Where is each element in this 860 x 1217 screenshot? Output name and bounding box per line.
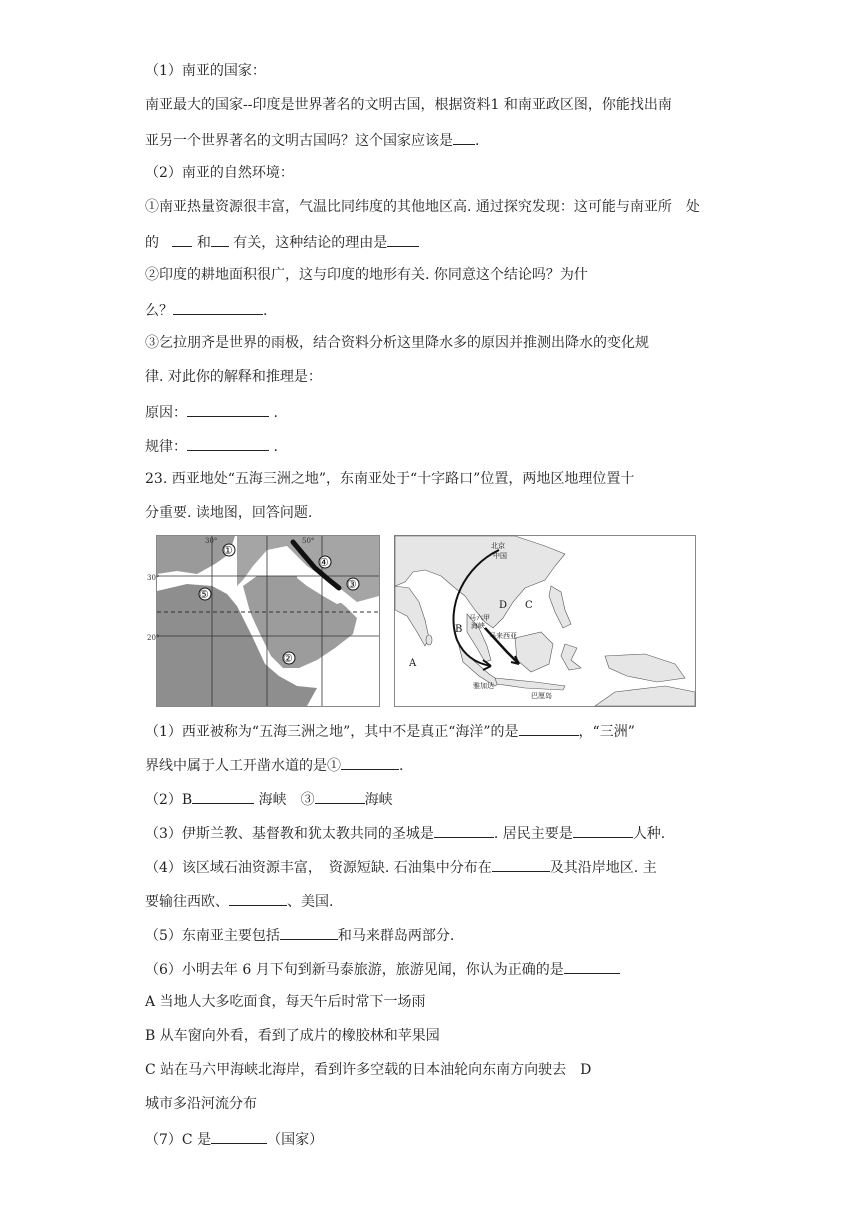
text: （3）伊斯兰教、基督教和犹太教共同的圣城是 (145, 826, 434, 842)
answer-blank[interactable] (519, 721, 579, 736)
q22-part2-q3-line2 (145, 368, 322, 386)
marker-1: ① (223, 544, 233, 557)
text: 人种. (632, 826, 666, 842)
text: 分重要. 读地图，回答问题. (145, 505, 313, 521)
q23-option-c (145, 1061, 591, 1079)
label-malaysia: 马来西亚 (489, 632, 517, 640)
q22-part2-q1-line2 (145, 232, 419, 252)
answer-blank[interactable] (573, 823, 633, 838)
label-china: 中国 (493, 552, 507, 560)
q23-part3 (145, 823, 665, 843)
text: 要输往西欧、 (145, 894, 229, 910)
label-A: A (409, 658, 417, 669)
marker-5: ⑤ (199, 588, 209, 601)
heading-text: （1）南亚的国家： (145, 63, 266, 79)
text: A 当地人大多吃面食，每天午后时常下一场雨 (145, 994, 426, 1010)
q23-part2 (145, 789, 393, 809)
text: ③乞拉朋齐是世界的雨极，结合资料分析这里降水多的原因并推测出降水的变化规 (145, 335, 649, 351)
q23-option-d-line2 (145, 1095, 257, 1113)
text: 界线中属于人工开凿水道的是① (145, 758, 341, 774)
q23-part1-line2 (145, 755, 403, 775)
q23-part7 (145, 1129, 323, 1149)
lon-label-30: 30° (205, 537, 218, 545)
label-B: B (455, 624, 463, 635)
answer-blank[interactable] (173, 300, 263, 315)
answer-blank[interactable] (387, 232, 419, 247)
southeast-asia-map (394, 535, 696, 707)
q23-intro-line2 (145, 504, 312, 522)
lon-label-50: 50° (302, 537, 315, 545)
answer-blank[interactable] (187, 402, 269, 417)
text: . (399, 758, 404, 774)
label-bali: 巴厘岛 (531, 692, 552, 700)
answer-blank[interactable] (280, 925, 338, 940)
label: 规律： (145, 439, 187, 455)
q22-part2-q2-line2 (145, 300, 267, 320)
text: . 居民主要是 (493, 826, 573, 842)
text: . (273, 439, 278, 455)
text: （国家） (267, 1132, 324, 1148)
answer-blank[interactable] (341, 755, 399, 770)
text: . (263, 303, 268, 319)
q23-intro-line1 (145, 470, 634, 488)
text: （7）C 是 (145, 1132, 212, 1148)
text: . (475, 133, 480, 149)
text: 和 (196, 235, 211, 251)
text: 海峡 ③ (258, 792, 315, 808)
text: 和马来群岛两部分. (337, 928, 455, 944)
text: （6）小明去年 6 月下旬到新马泰旅游，旅游见闻，你认为正确的是 (145, 962, 564, 978)
q22-part1-heading (145, 62, 266, 80)
q23-part4-line1 (145, 857, 657, 877)
text: 亚另一个世界著名的文明古国吗？这个国家应该是 (145, 133, 453, 149)
text: （2）B (145, 792, 193, 808)
answer-blank[interactable] (187, 436, 269, 451)
heading-text: （2）南亚的自然环境： (145, 165, 294, 181)
text: （1）西亚被称为“五海三洲之地”，其中不是真正“海洋”的是 (145, 724, 519, 740)
marker-3: ③ (347, 578, 357, 591)
q23-option-a (145, 993, 426, 1011)
answer-blank[interactable] (434, 823, 494, 838)
text: 的 (145, 235, 159, 251)
label-D: D (499, 600, 508, 611)
label-malacca-2: 海峡 (471, 622, 485, 630)
q23-option-b (145, 1027, 440, 1045)
answer-blank[interactable] (192, 789, 254, 804)
west-asia-map (147, 535, 380, 707)
text: ①南亚热量资源很丰富，气温比同纬度的其他地区高. 通过探究发现：这可能与南亚所 处 (145, 199, 700, 215)
label-beijing: 北京 (491, 542, 505, 550)
label-C: C (525, 600, 533, 611)
q23-part6 (145, 959, 620, 979)
q22-part1-line2 (145, 130, 479, 150)
text: 城市多沿河流分布 (145, 1096, 257, 1112)
lat-label-20: 20° (147, 634, 160, 642)
text: 及其沿岸地区. 主 (549, 860, 657, 876)
answer-blank[interactable] (453, 130, 475, 145)
text: 、美国. (287, 894, 334, 910)
text: 海峡 (364, 792, 393, 808)
q23-part5 (145, 925, 454, 945)
text: （4）该区域石油资源丰富， 资源短缺. 石油集中分布在 (145, 860, 492, 876)
answer-blank[interactable] (492, 857, 550, 872)
label: 原因： (145, 405, 187, 421)
text: C 站在马六甲海峡北海岸，看到许多空载的日本油轮向东南方向驶去 D (145, 1062, 592, 1078)
label-malacca-1: 马六甲 (469, 614, 490, 622)
text: ②印度的耕地面积很广，这与印度的地形有关. 你同意这个结论吗？为什 (145, 267, 588, 283)
q23-part1-line1 (145, 721, 635, 741)
answer-blank[interactable] (211, 1129, 267, 1144)
text: 么？ (145, 303, 173, 319)
q22-part2-q3-line1 (145, 334, 649, 352)
text: 律. 对此你的解释和推理是： (145, 369, 322, 385)
answer-blank[interactable] (564, 959, 620, 974)
answer-blank[interactable] (229, 891, 287, 906)
answer-blank[interactable] (172, 232, 192, 247)
q23-part4-line2 (145, 891, 333, 911)
q22-reason-line (145, 402, 278, 422)
text: 23. 西亚地处“五海三洲之地”，东南亚处于“十字路口”位置，两地区地理位置十 (145, 471, 635, 487)
q22-part2-heading (145, 164, 294, 182)
text: . (273, 405, 278, 421)
answer-blank[interactable] (315, 789, 365, 804)
marker-2: ② (283, 652, 293, 665)
text: （5）东南亚主要包括 (145, 928, 280, 944)
text: 南亚最大的国家--印度是世界著名的文明古国，根据资料1 和南亚政区图，你能找出南 (145, 97, 672, 113)
label-jakarta: 雅加达 (473, 682, 494, 690)
text: 有关，这种结论的理由是 (233, 235, 388, 251)
q22-part1-line1 (145, 96, 672, 114)
q22-part2-q1-line1 (145, 198, 700, 216)
q22-part2-q2-line1 (145, 266, 588, 284)
q22-rule-line (145, 436, 278, 456)
answer-blank[interactable] (211, 232, 229, 247)
lat-label-30: 30° (147, 574, 160, 582)
text: B 从车窗向外看，看到了成片的橡胶林和苹果园 (145, 1028, 440, 1044)
marker-4: ④ (319, 556, 329, 569)
text: ，“三洲” (578, 724, 635, 740)
